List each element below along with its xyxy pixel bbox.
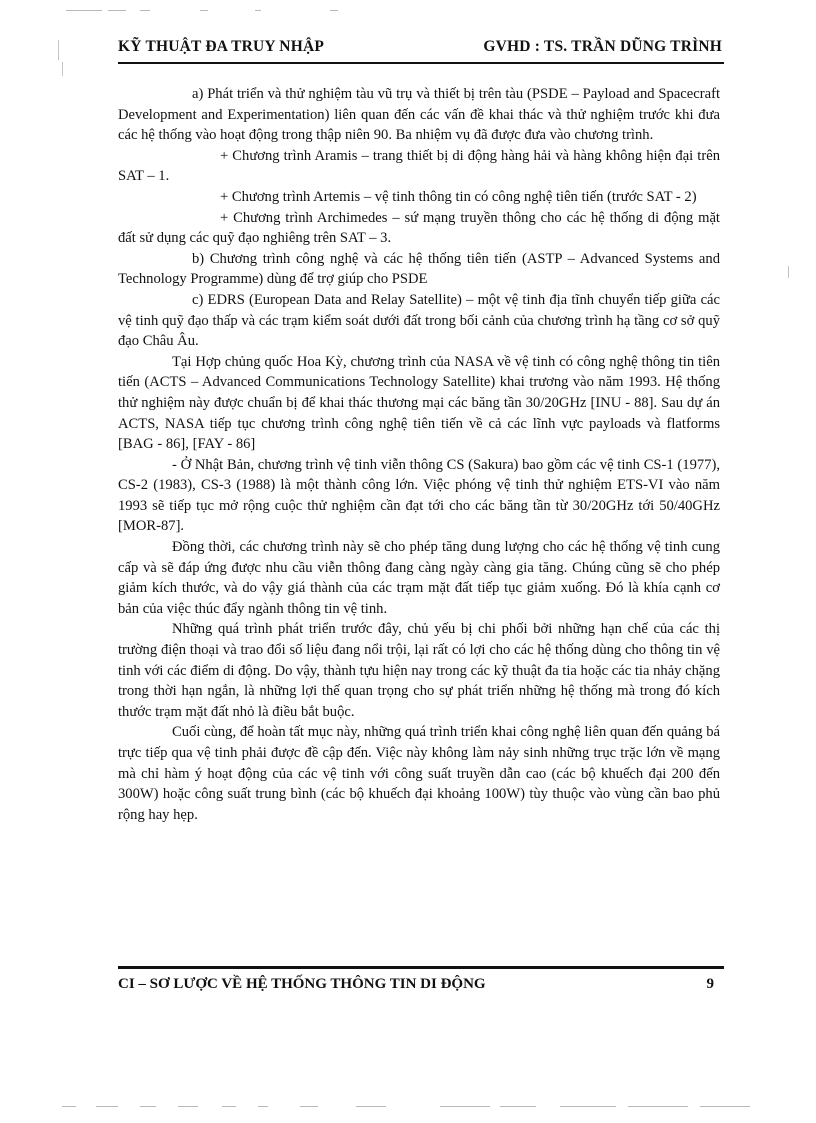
scan-artifact xyxy=(62,62,63,76)
scan-artifact xyxy=(58,40,59,60)
scan-artifact xyxy=(222,1106,236,1107)
paragraph-aramis: + Chương trình Aramis – trang thiết bị di động hàng hải và hàng không hiện đại trên SAT – 1. xyxy=(118,147,720,185)
scan-artifact xyxy=(96,1106,118,1107)
paragraph-archimedes: + Chương trình Archimedes – sứ mạng truyền thông cho các hệ thống di động mặt đất sử dụng các quỹ đạo nghiêng trên SAT – 3. xyxy=(118,209,720,247)
page-header xyxy=(118,38,722,60)
scan-artifact xyxy=(330,10,338,11)
scan-artifact xyxy=(628,1106,688,1107)
scan-artifact xyxy=(255,10,261,11)
paragraph-capacity: Đồng thời, các chương trình này sẽ cho phép tăng dung lượng cho các hệ thống vệ tinh cung cấp và sẽ đáp ứng được nhu cầu viễn thông đang càng ngày càng gia tăng. Chúng cũng sẽ cho phép giảm kích thước, và do vậy giá thành của các trạm mặt đất tiếp tục giảm xuống. Đó là khía cạnh cơ bản của việc thúc đẩy ngành thông tin vệ tinh. xyxy=(118,539,720,617)
scan-artifact xyxy=(560,1106,616,1107)
scan-artifact xyxy=(108,10,126,11)
scan-artifact xyxy=(178,1106,198,1107)
paragraph-artemis: + Chương trình Artemis – vệ tinh thông tin có công nghệ tiên tiến (trước SAT - 2) xyxy=(220,188,697,205)
scan-artifact xyxy=(500,1106,536,1107)
scan-artifact xyxy=(62,1106,76,1107)
footer-chapter: CI – SƠ LƯỢC VỀ HỆ THỐNG THÔNG TIN DI ĐỘNG xyxy=(118,976,486,992)
page-footer xyxy=(118,976,722,998)
paragraph-japan: - Ở Nhật Bản, chương trình vệ tinh viễn thông CS (Sakura) bao gồm các vệ tinh CS-1 (1977), CS-2 (1983), CS-3 (1988) là một thành công lớn. Việc phóng vệ tinh thử nghiệm ETS-VI vào năm 1993 sẽ tiếp tục mở rộng cuộc thử nghiệm cần đạt tới cho các băng tần từ 30/20GHz tới 50/40GHz [MOR-87]. xyxy=(118,456,720,535)
page-number: 9 xyxy=(706,976,714,992)
document-body xyxy=(118,84,720,825)
footer-rule xyxy=(118,966,724,969)
scan-artifact xyxy=(140,1106,156,1107)
scan-artifact xyxy=(440,1106,490,1107)
header-title: KỸ THUẬT ĐA TRUY NHẬP xyxy=(118,38,325,55)
scan-artifact xyxy=(200,10,208,11)
scan-artifact xyxy=(356,1106,386,1107)
paragraph-broadcast: Cuối cùng, để hoàn tất mục này, những quá trình triển khai công nghệ liên quan đến quảng bá trực tiếp qua vệ tinh phải được đề cập đến. Việc này không làm nảy sinh những trục trặc lớn về mạng mà chỉ hàm ý hoạt động của các vệ tinh với công suất truyền dẫn cao (các bộ khuếch đại 200 đến 300W) hoặc công suất trung bình (các bộ khuếch đại khoảng 100W) tùy thuộc vào vùng cần bao phủ rộng hay hẹp. xyxy=(118,724,720,823)
scan-artifact xyxy=(140,10,150,11)
scan-artifact xyxy=(258,1106,268,1107)
scan-artifact xyxy=(700,1106,750,1107)
paragraph-psde: a) Phát triển và thử nghiệm tàu vũ trụ và thiết bị trên tàu (PSDE – Payload and Spacecraft Development and Experimentation) liên quan đến các vấn đề khai thác và thử nghiệm trước khi đưa các hệ thống vào hoạt động trong thập niên 90. Ba nhiệm vụ đã được đưa vào chương trình. xyxy=(118,86,720,144)
paragraph-development: Những quá trình phát triển trước đây, chủ yếu bị chi phối bởi những hạn chế của các thị trường điện thoại và trao đổi số liệu đang nổi trội, lại rất có lợi cho các hệ thống dùng cho thông tin vệ tinh với các điểm di động. Do vậy, thành tựu hiện nay trong các kỹ thuật đa tia hoặc các tia nhảy chặng trong thời hạn ngắn, là những lợi thế quan trọng cho sự phát triển những hệ thống mà trong đó kích thước trạm mặt đất nhỏ là điều bắt buộc. xyxy=(118,621,720,720)
paragraph-astp: b) Chương trình công nghệ và các hệ thống tiên tiến (ASTP – Advanced Systems and Technology Programme) dùng để trợ giúp cho PSDE xyxy=(118,250,720,288)
paragraph-usa: Tại Hợp chủng quốc Hoa Kỳ, chương trình của NASA về vệ tinh có công nghệ thông tin tiên tiến (ACTS – Advanced Communications Technology Satellite) khai trương vào năm 1993. Hệ thống thử nghiệm này được chuẩn bị để khai thác thương mại các băng tần 30/20GHz [INU - 88]. Sau dự án ACTS, NASA tiếp tục chương trình công nghệ tiên tiến về cả các lĩnh vực payloads và flatforms [BAG - 86], [FAY - 86] xyxy=(118,353,720,453)
scan-artifact xyxy=(300,1106,318,1107)
scan-artifact xyxy=(66,10,102,11)
paragraph-edrs: c) EDRS (European Data and Relay Satellite) – một vệ tinh địa tĩnh chuyển tiếp giữa các vệ tinh quỹ đạo thấp và các trạm kiểm soát dưới đất trong bối cảnh của chương trình hạ tầng cơ sở quỹ đạo Châu Âu. xyxy=(118,291,720,350)
header-rule xyxy=(118,62,724,64)
header-advisor: GVHD : TS. TRẦN DŨNG TRÌNH xyxy=(483,38,722,55)
scan-artifact xyxy=(788,266,789,278)
